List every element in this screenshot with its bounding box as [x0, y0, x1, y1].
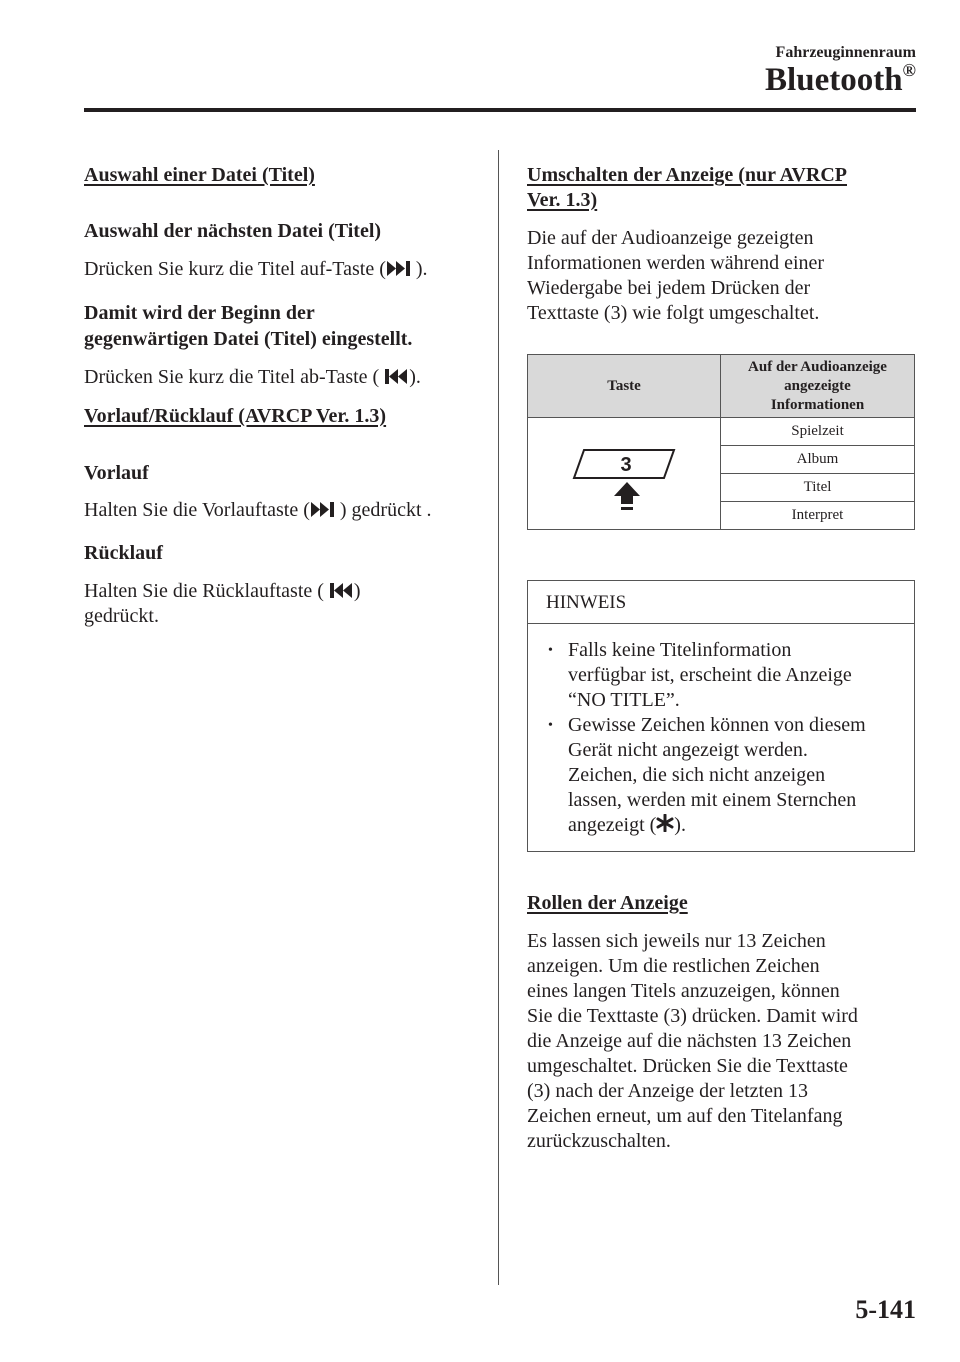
note-item-2-l5a: angezeigt ( — [568, 814, 657, 836]
text-rew-a: Halten Sie die Rücklauftaste ( — [84, 580, 324, 602]
text-ff-b: ) gedrückt . — [339, 499, 432, 521]
paragraph-scroll-l2: anzeigen. Um die restlichen Zeichen — [527, 955, 820, 977]
text-rew-b: ) — [353, 580, 361, 602]
table-header-info — [721, 355, 915, 418]
subheading-rewind: Rücklauf — [84, 542, 163, 564]
running-header-section: Fahrzeuginnenraum — [775, 44, 916, 61]
paragraph-scroll-l9: zurückzuschalten. — [527, 1130, 671, 1152]
table-cell-button-image — [528, 418, 721, 530]
table-header-info-l3: Informationen — [770, 396, 865, 413]
paragraph-scroll-l1: Es lassen sich jeweils nur 13 Zeichen — [527, 930, 826, 952]
subheading-fast-forward: Vorlauf — [84, 462, 149, 484]
note-item-2-l4: lassen, werden mit einem Sternchen — [568, 789, 857, 811]
note-item-1-l1: • Falls keine Titelinformation — [568, 639, 792, 661]
note-box — [527, 580, 915, 852]
column-divider — [498, 150, 499, 1285]
section-title-scroll: Rollen der Anzeige — [527, 892, 688, 914]
table-cell-spielzeit: Spielzeit — [721, 418, 915, 446]
note-list — [528, 624, 914, 838]
subheading-current-file-l1: Damit wird der Beginn der — [84, 302, 315, 324]
section-title-display-switch-l1: Umschalten der Anzeige (nur AVRCP — [527, 164, 847, 186]
paragraph-current-file — [84, 365, 421, 390]
button-3-label: 3 — [620, 453, 632, 476]
subheading-current-file-l2: gegenwärtigen Datei (Titel) eingestellt. — [84, 328, 413, 350]
table-header-row — [528, 355, 915, 418]
paragraph-rewind-l1 — [84, 579, 361, 604]
table-row — [528, 418, 915, 446]
header-title-text: Bluetooth — [765, 62, 903, 98]
fast-forward-icon — [310, 501, 340, 518]
note-item-1-l3: “NO TITLE”. — [568, 689, 680, 711]
track-up-icon — [386, 260, 416, 277]
paragraph-rewind-l2: gedrückt. — [84, 605, 159, 627]
text-ff-a: Halten Sie die Vorlauftaste ( — [84, 499, 310, 521]
paragraph-display-switch-l3: Wiedergabe bei jedem Drücken der — [527, 277, 811, 299]
subheading-next-file: Auswahl der nächsten Datei (Titel) — [84, 220, 382, 242]
table-header-info-l2: angezeigte — [784, 377, 851, 394]
note-item-1 — [548, 638, 906, 713]
note-heading: HINWEIS — [528, 581, 914, 624]
note-item-2-l5 — [568, 813, 906, 838]
page-number: 5-141 — [855, 1295, 916, 1324]
paragraph-scroll-l5: die Anzeige auf die nächsten 13 Zeichen — [527, 1030, 852, 1052]
registered-mark: ® — [902, 60, 916, 80]
paragraph-next-file — [84, 257, 428, 282]
paragraph-scroll-l8: Zeichen erneut, um auf den Titelanfang — [527, 1105, 843, 1127]
table-cell-album: Album — [721, 446, 915, 474]
paragraph-scroll-l4: Sie die Texttaste (3) drücken. Damit wird — [527, 1005, 858, 1027]
section-title-display-switch-l2: Ver. 1.3) — [527, 189, 598, 211]
track-down-icon — [379, 368, 409, 385]
note-item-2-l1: • Gewisse Zeichen können von diesem — [568, 714, 866, 736]
paragraph-display-switch-l1: Die auf der Audioanzeige gezeigten — [527, 227, 814, 249]
rewind-icon — [324, 582, 354, 599]
table-header-info-l1: Auf der Audioanzeige — [748, 358, 887, 375]
table-cell-interpret: Interpret — [721, 502, 915, 530]
text-button-3-icon — [564, 438, 684, 518]
note-item-2-l5b: ). — [674, 814, 686, 836]
table-cell-titel: Titel — [721, 474, 915, 502]
display-info-table — [527, 354, 915, 530]
paragraph-scroll-l3: eines langen Titels anzuzeigen, können — [527, 980, 840, 1002]
paragraph-display-switch-l4: Texttaste (3) wie folgt umgeschaltet. — [527, 302, 820, 324]
note-item-2-l3: Zeichen, die sich nicht anzeigen — [568, 764, 826, 786]
text-next-file-a: Drücken Sie kurz die Titel auf-Taste ( — [84, 258, 386, 280]
paragraph-display-switch-l2: Informationen werden während einer — [527, 252, 825, 274]
paragraph-fast-forward — [84, 498, 432, 523]
running-header-title — [765, 60, 916, 99]
note-item-2 — [548, 713, 906, 838]
paragraph-scroll-l6: umgeschaltet. Drücken Sie die Texttaste — [527, 1055, 848, 1077]
table-header-taste: Taste — [528, 355, 721, 418]
section-title-ff-rew: Vorlauf/Rücklauf (AVRCP Ver. 1.3) — [84, 405, 387, 427]
text-current-file-a: Drücken Sie kurz die Titel ab-Taste ( — [84, 366, 380, 388]
section-title-file-selection: Auswahl einer Datei (Titel) — [84, 164, 315, 186]
asterisk-icon — [656, 814, 674, 832]
paragraph-scroll-l7: (3) nach der Anzeige der letzten 13 — [527, 1080, 808, 1102]
note-item-2-l2: Gerät nicht angezeigt werden. — [568, 739, 808, 761]
text-current-file-b: ). — [409, 366, 421, 388]
header-rule — [84, 108, 916, 112]
note-item-1-l2: verfügbar ist, erscheint die Anzeige — [568, 664, 852, 686]
text-next-file-b: ). — [415, 258, 428, 280]
